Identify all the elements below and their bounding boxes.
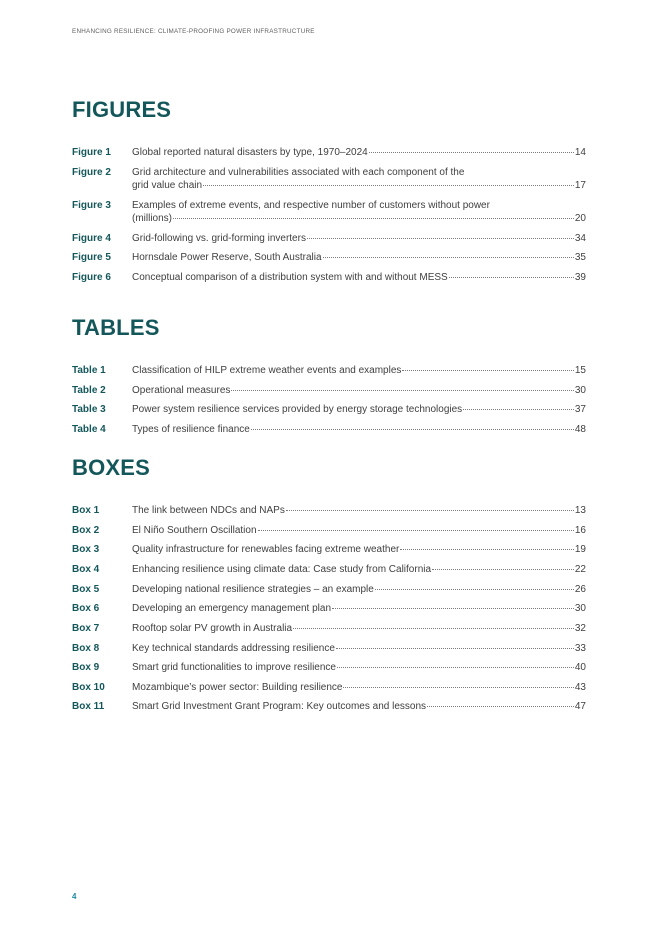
entry-label: Box 8 — [72, 643, 100, 654]
box-entry-10[interactable] — [72, 682, 586, 695]
entry-label: Table 1 — [72, 365, 106, 376]
table-entry-1[interactable] — [72, 365, 586, 378]
box-entry-5[interactable] — [72, 584, 586, 597]
entry-label: Figure 5 — [72, 252, 111, 263]
figure-entry-1[interactable] — [72, 147, 586, 160]
entry-title: Power system resilience services provided by energy storage technologies — [132, 404, 463, 415]
table-entry-2[interactable] — [72, 385, 586, 398]
box-entry-8[interactable] — [72, 643, 586, 656]
entry-label: Table 2 — [72, 385, 106, 396]
box-entry-4[interactable] — [72, 564, 586, 577]
entry-title: Global reported natural disasters by type, 1970–2024 — [132, 147, 368, 158]
entry-label: Table 4 — [72, 424, 106, 435]
entry-title: The link between NDCs and NAPs — [132, 505, 285, 516]
entry-label: Box 2 — [72, 525, 100, 536]
dot-leader — [307, 238, 574, 239]
entry-label: Box 11 — [72, 701, 105, 712]
dot-leader — [337, 667, 574, 668]
dot-leader — [323, 257, 574, 258]
entry-page-number: 17 — [574, 179, 586, 191]
entry-title: El Niño Southern Oscillation — [132, 525, 257, 536]
dot-leader — [432, 569, 574, 570]
entry-label: Box 4 — [72, 564, 100, 575]
entry-page-number: 47 — [574, 701, 586, 712]
dot-leader — [343, 687, 573, 688]
entry-title: Types of resilience finance — [132, 424, 250, 435]
figure-entry-5[interactable] — [72, 252, 586, 265]
entry-label: Box 7 — [72, 623, 100, 634]
entry-label: Figure 1 — [72, 147, 111, 158]
dot-leader — [332, 608, 574, 609]
entry-title: Conceptual comparison of a distribution system with and without MESS — [132, 272, 448, 283]
tables-heading: TABLES — [72, 315, 160, 340]
dot-leader — [173, 218, 574, 219]
entry-page-number: 13 — [574, 505, 586, 516]
dot-leader — [400, 549, 574, 550]
entry-label: Box 10 — [72, 682, 105, 693]
dot-leader — [258, 530, 574, 531]
entry-page-number: 20 — [574, 212, 586, 224]
entry-page-number: 33 — [574, 643, 586, 654]
dot-leader — [336, 648, 574, 649]
entry-page-number: 37 — [574, 404, 586, 415]
dot-leader — [293, 628, 574, 629]
entry-label: Box 5 — [72, 584, 100, 595]
entry-label: Figure 6 — [72, 272, 111, 283]
entry-title: Developing national resilience strategies – an example — [132, 584, 374, 595]
entry-page-number: 30 — [574, 603, 586, 614]
entry-page-number: 39 — [574, 272, 586, 283]
entry-label: Figure 3 — [72, 200, 111, 211]
entry-page-number: 15 — [574, 365, 586, 376]
box-entry-7[interactable] — [72, 623, 586, 636]
entry-title: Operational measures — [132, 385, 231, 396]
entry-page-number: 34 — [574, 233, 586, 244]
entry-page-number: 19 — [574, 544, 586, 555]
dot-leader — [402, 370, 573, 371]
entry-title: Hornsdale Power Reserve, South Australia — [132, 252, 322, 263]
dot-leader — [375, 589, 574, 590]
table-entry-3[interactable] — [72, 404, 586, 417]
figure-entry-4[interactable] — [72, 233, 586, 246]
box-entry-11[interactable] — [72, 701, 586, 714]
entry-page-number: 30 — [574, 385, 586, 396]
figure-entry-6[interactable] — [72, 272, 586, 285]
entry-page-number: 48 — [574, 424, 586, 435]
entry-title: Mozambique’s power sector: Building resilience — [132, 682, 343, 693]
entry-title-line-1: Examples of extreme events, and respective number of customers without power — [132, 200, 490, 211]
entry-label: Box 1 — [72, 505, 100, 516]
entry-title-line-1: Grid architecture and vulnerabilities associated with each component of the — [132, 167, 465, 178]
entry-label: Box 6 — [72, 603, 100, 614]
boxes-heading: BOXES — [72, 455, 151, 480]
entry-page-number: 40 — [574, 662, 586, 673]
entry-title: Key technical standards addressing resilience — [132, 643, 335, 654]
running-header: ENHANCING RESILIENCE: CLIMATE-PROOFING POWER INFRASTRUCTURE — [72, 28, 315, 35]
entry-label: Figure 2 — [72, 167, 111, 178]
entry-title: Grid-following vs. grid-forming inverters — [132, 233, 306, 244]
entry-title: Enhancing resilience using climate data: Case study from California — [132, 564, 432, 575]
entry-page-number: 22 — [574, 564, 586, 575]
dot-leader — [203, 185, 574, 186]
box-entry-9[interactable] — [72, 662, 586, 675]
entry-label: Table 3 — [72, 404, 106, 415]
dot-leader — [427, 706, 574, 707]
box-entry-2[interactable] — [72, 525, 586, 538]
box-entry-1[interactable] — [72, 505, 586, 518]
entry-page-number: 32 — [574, 623, 586, 634]
entry-title-line-2: (millions) — [132, 212, 172, 224]
dot-leader — [369, 152, 574, 153]
entry-page-number: 43 — [574, 682, 586, 693]
entry-page-number: 26 — [574, 584, 586, 595]
dot-leader — [251, 429, 574, 430]
box-entry-6[interactable] — [72, 603, 586, 616]
dot-leader — [286, 510, 574, 511]
entry-label: Box 3 — [72, 544, 100, 555]
entry-page-number: 14 — [574, 147, 586, 158]
entry-title: Smart grid functionalities to improve resilience — [132, 662, 336, 673]
dot-leader — [449, 277, 574, 278]
entry-label: Box 9 — [72, 662, 100, 673]
entry-page-number: 16 — [574, 525, 586, 536]
box-entry-3[interactable] — [72, 544, 586, 557]
entry-title-line-2: grid value chain — [132, 179, 203, 191]
page-number: 4 — [72, 892, 77, 901]
entry-title: Rooftop solar PV growth in Australia — [132, 623, 293, 634]
table-entry-4[interactable] — [72, 424, 586, 437]
figure-entry-3[interactable] — [72, 200, 586, 225]
figures-heading: FIGURES — [72, 97, 172, 122]
dot-leader — [463, 409, 574, 410]
entry-page-number: 35 — [574, 252, 586, 263]
dot-leader — [231, 390, 573, 391]
entry-title: Developing an emergency management plan — [132, 603, 332, 614]
figure-entry-2[interactable] — [72, 167, 586, 192]
entry-title: Classification of HILP extreme weather events and examples — [132, 365, 402, 376]
entry-label: Figure 4 — [72, 233, 111, 244]
entry-title: Smart Grid Investment Grant Program: Key outcomes and lessons — [132, 701, 427, 712]
entry-title: Quality infrastructure for renewables facing extreme weather — [132, 544, 400, 555]
